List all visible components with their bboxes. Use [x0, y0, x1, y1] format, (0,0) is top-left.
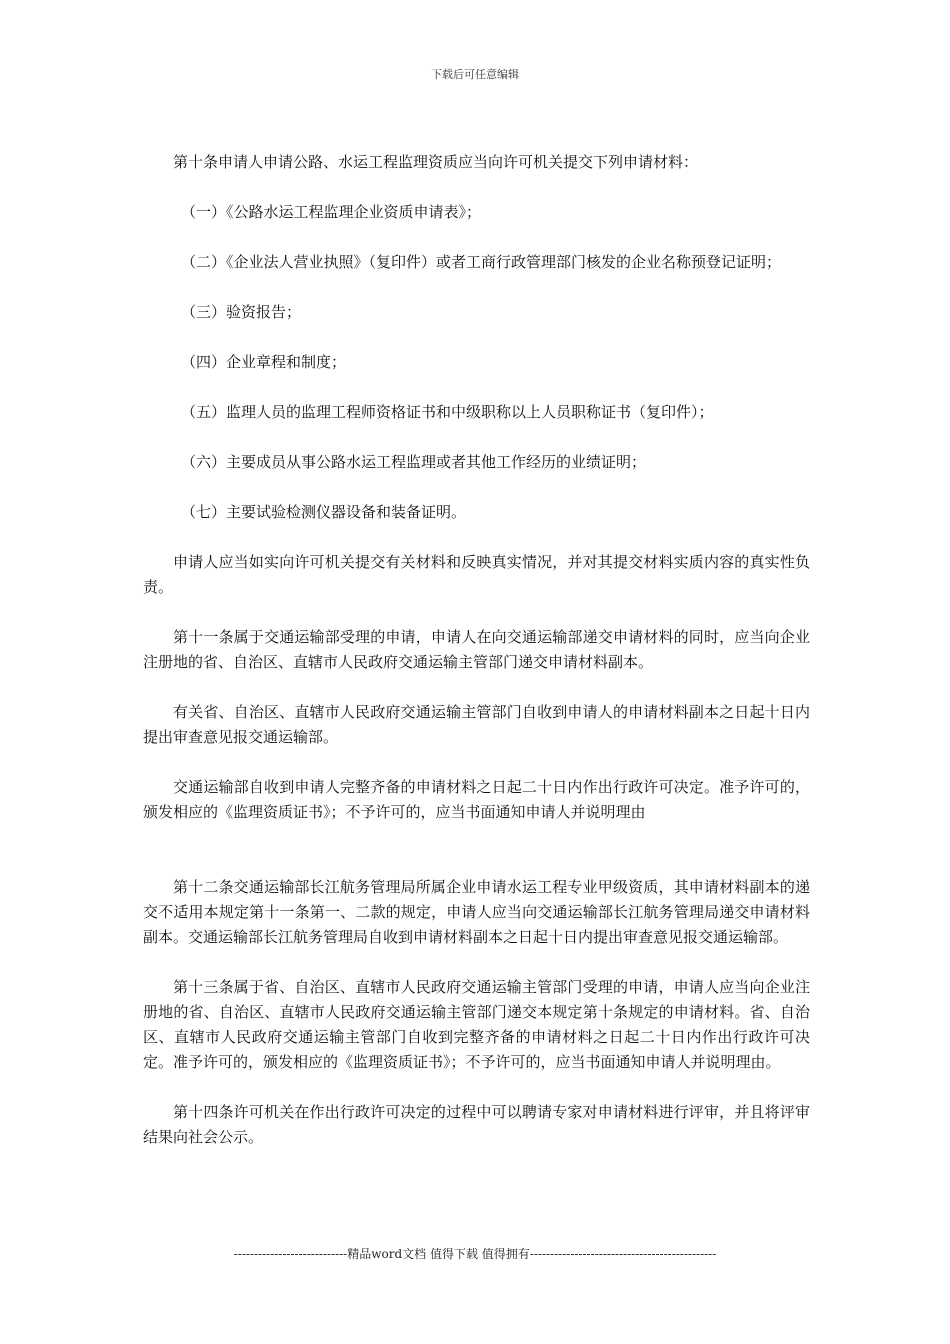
article-11-paragraph: 第十一条属于交通运输部受理的申请，申请人在向交通运输部递交申请材料的同时，应当向企业注册地的省、自治区、直辖市人民政府交通运输主管部门递交申请材料副本。 [143, 628, 810, 671]
article-14-paragraph: 第十四条许可机关在作出行政许可决定的过程中可以聘请专家对申请材料进行评审，并且将评审结果向社会公示。 [143, 1103, 810, 1146]
article-11-decision-paragraph: 交通运输部自收到申请人完整齐备的申请材料之日起二十日内作出行政许可决定。准予许可的，颁发相应的《监理资质证书》；不予许可的，应当书面通知申请人并说明理由 [143, 778, 810, 821]
list-item-4: （四）企业章程和制度； [181, 353, 347, 371]
article-10-intro: 第十条申请人申请公路、水运工程监理资质应当向许可机关提交下列申请材料： [173, 153, 699, 171]
page-header-note: 下载后可任意编辑 [431, 68, 519, 81]
list-item-6: （六）主要成员从事公路水运工程监理或者其他工作经历的业绩证明； [181, 453, 647, 471]
list-item-1: （一）《公路水运工程监理企业资质申请表》； [181, 203, 482, 221]
list-item-5: （五）监理人员的监理工程师资格证书和中级职称以上人员职称证书（复印件）； [181, 403, 714, 421]
applicant-responsibility-paragraph: 申请人应当如实向许可机关提交有关材料和反映真实情况，并对其提交材料实质内容的真实性负责。 [143, 553, 810, 596]
article-11-review-paragraph: 有关省、自治区、直辖市人民政府交通运输主管部门自收到申请人的申请材料副本之日起十日内提出审查意见报交通运输部。 [143, 703, 810, 746]
list-item-7: （七）主要试验检测仪器设备和装备证明。 [181, 503, 467, 521]
page-footer-note: ----------------------------精品word文档 值得下载 值得拥有---------------------------------------------- [233, 1247, 717, 1261]
article-13-paragraph: 第十三条属于省、自治区、直辖市人民政府交通运输主管部门受理的申请，申请人应当向企业注册地的省、自治区、直辖市人民政府交通运输主管部门递交本规定第十条规定的申请材料。省、自治区、直辖市人民政府交通运输主管部门自收到完整齐备的申请材料之日起二十日内作出行政许可决定。准予许可的，颁发相应的《监理资质证书》；不予许可的，应当书面通知申请人并说明理由。 [143, 978, 810, 1071]
document-body [143, 150, 810, 1150]
list-item-3: （三）验资报告； [181, 303, 302, 321]
article-12-paragraph: 第十二条交通运输部长江航务管理局所属企业申请水运工程专业甲级资质，其申请材料副本的递交不适用本规定第十一条第一、二款的规定，申请人应当向交通运输部长江航务管理局递交申请材料副本。交通运输部长江航务管理局自收到申请材料副本之日起十日内提出审查意见报交通运输部。 [143, 878, 810, 946]
list-item-2: （二）《企业法人营业执照》（复印件）或者工商行政管理部门核发的企业名称预登记证明； [181, 253, 782, 271]
